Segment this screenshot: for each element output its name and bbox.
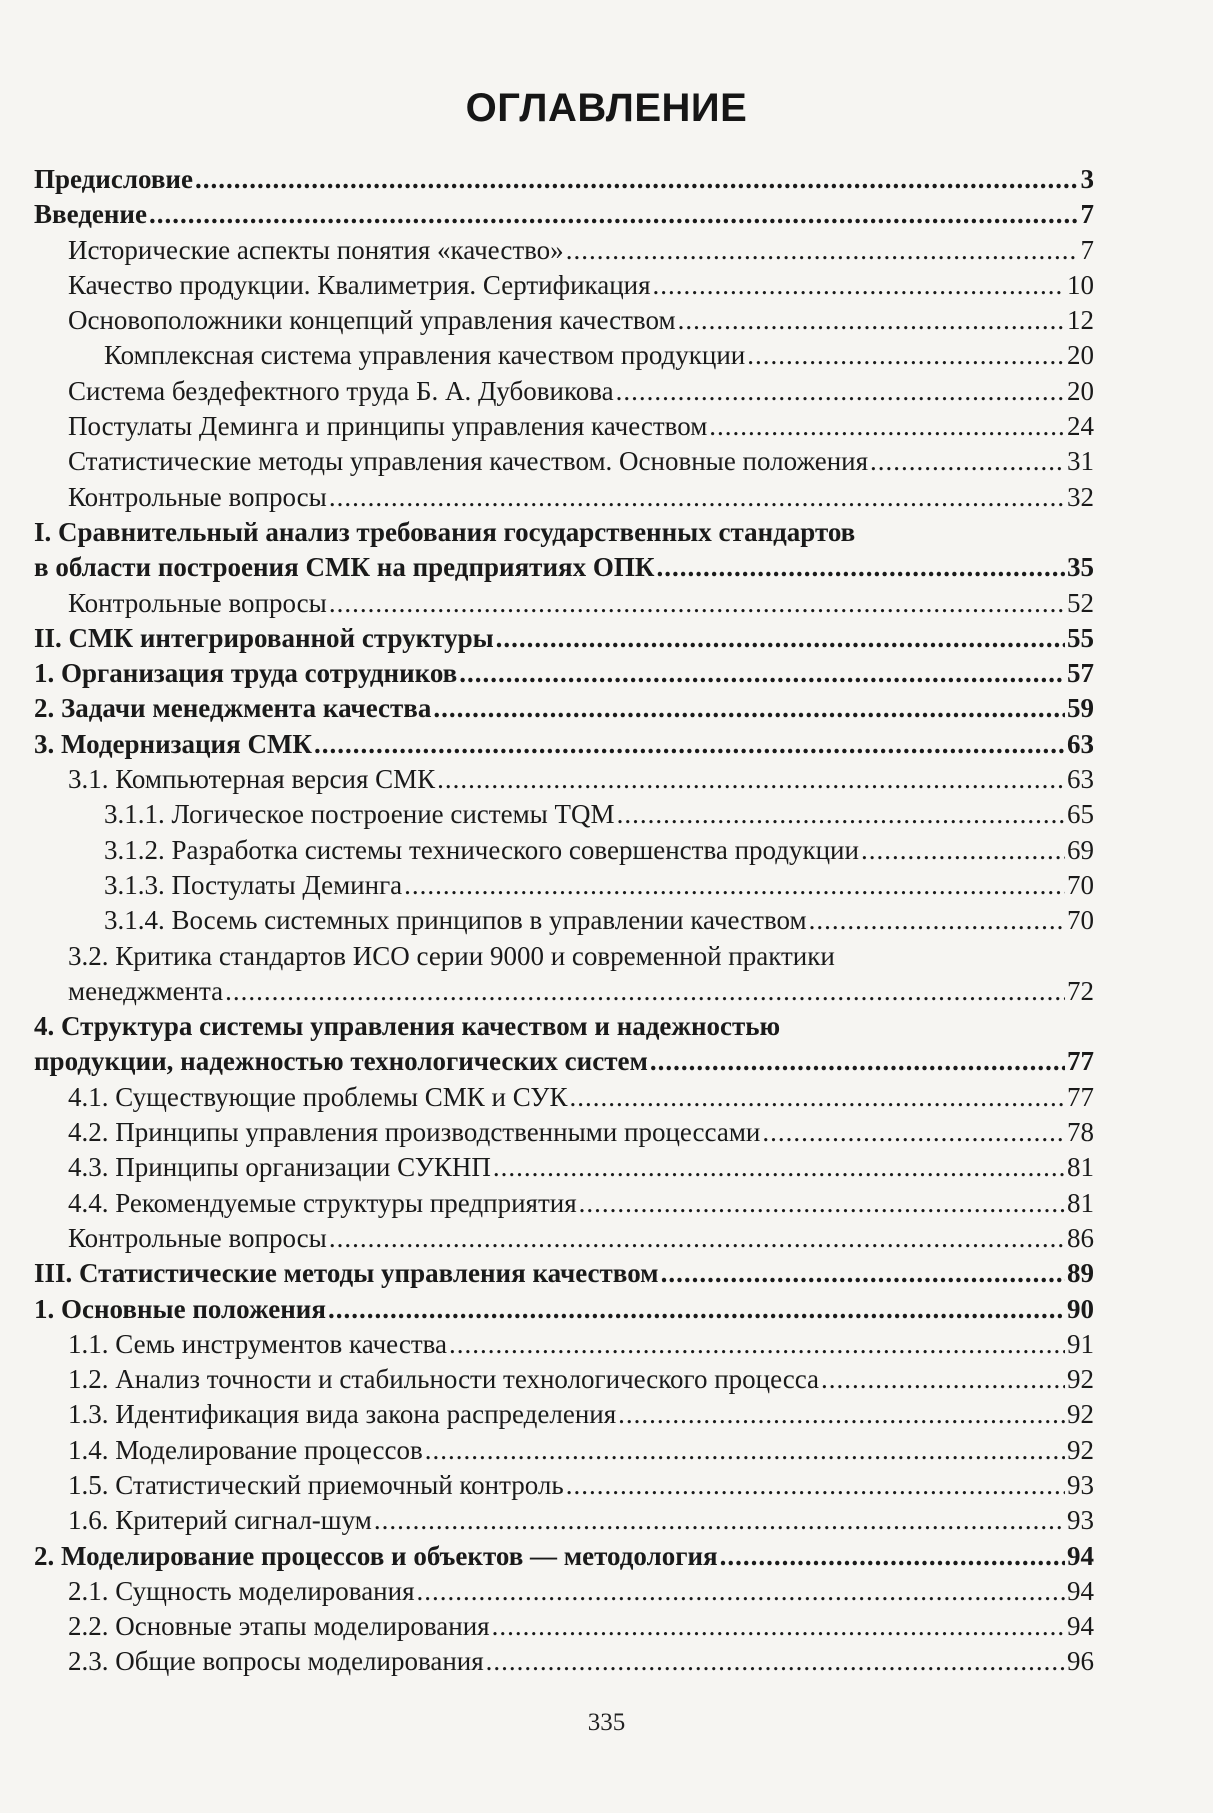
toc-leader-dots xyxy=(328,1292,1065,1327)
toc-entry-page: 70 xyxy=(1067,869,1094,900)
page-number: 335 xyxy=(587,1709,626,1736)
toc-leader-dots xyxy=(492,1609,1065,1644)
toc-entry-page: 32 xyxy=(1067,481,1094,512)
toc-entry xyxy=(34,1150,1094,1185)
toc-entry xyxy=(34,1080,1094,1115)
toc-leader-dots xyxy=(425,1433,1065,1468)
toc-entry xyxy=(34,1468,1094,1503)
toc-leader-dots xyxy=(618,1397,1065,1432)
toc-entry-page: 57 xyxy=(1067,658,1094,689)
toc-entry-page: 94 xyxy=(1067,1611,1094,1642)
toc-entry-page: 93 xyxy=(1067,1469,1094,1500)
toc-entry xyxy=(34,197,1094,232)
toc-entry-title: 2.3. Общие вопросы моделирования xyxy=(68,1646,484,1677)
toc-entry-title: 1.1. Семь инструментов качества xyxy=(68,1328,447,1359)
toc-entry-page: 20 xyxy=(1067,340,1094,371)
toc-entry-page: 35 xyxy=(1067,552,1094,583)
toc-entry-page: 92 xyxy=(1067,1434,1094,1465)
toc-entry-title: 4. Структура системы управления качеством и надежностью xyxy=(34,1011,781,1042)
toc-leader-dots xyxy=(329,480,1065,515)
toc-entry-page: 20 xyxy=(1067,375,1094,406)
toc-leader-dots xyxy=(433,691,1065,726)
toc-entry-page: 77 xyxy=(1067,1081,1094,1112)
toc-entry-title: Статистические методы управления качеством. Основные положения xyxy=(68,446,869,477)
toc-entry-page: 55 xyxy=(1067,622,1094,653)
toc-entry xyxy=(34,162,1094,197)
toc-entry xyxy=(34,1362,1094,1397)
toc-entry-title: 3.2. Критика стандартов ИСО серии 9000 и современной практики xyxy=(68,940,835,971)
toc-entry-page: 69 xyxy=(1067,834,1094,865)
toc-entry-title: Система бездефектного труда Б. А. Дубовикова xyxy=(68,375,614,406)
toc-entry-title: Постулаты Деминга и принципы управления качеством xyxy=(68,411,708,442)
toc-entry-title: 4.1. Существующие проблемы СМК и СУК xyxy=(68,1081,568,1112)
toc-entry xyxy=(34,1115,1094,1150)
toc-entry-title: 4.4. Рекомендуемые структуры предприятия xyxy=(68,1187,577,1218)
toc-entry xyxy=(34,338,1094,373)
toc-entry-page: 31 xyxy=(1067,446,1094,477)
toc-entry-title: Комплексная система управления качеством продукции xyxy=(104,340,746,371)
toc-entry xyxy=(34,1609,1094,1644)
toc-entry xyxy=(34,1292,1094,1327)
toc-entry-page: 7 xyxy=(1080,199,1094,230)
toc-leader-dots xyxy=(861,833,1065,868)
toc-entry xyxy=(34,374,1094,409)
toc-leader-dots xyxy=(570,1080,1066,1115)
toc-entry xyxy=(34,444,1094,479)
toc-leader-dots xyxy=(449,1327,1065,1362)
toc-entry-title: Введение xyxy=(34,199,147,230)
toc-entry-title: Контрольные вопросы xyxy=(68,481,327,512)
toc-entry-page: 77 xyxy=(1067,1046,1094,1077)
toc-leader-dots xyxy=(709,409,1065,444)
toc-entry-title: 3.1. Компьютерная версия СМК xyxy=(68,764,436,795)
toc-entry-page: 72 xyxy=(1067,975,1094,1006)
toc-entry-page: 96 xyxy=(1067,1646,1094,1677)
toc-leader-dots xyxy=(329,586,1065,621)
toc-entry-title: 1.6. Критерий сигнал-шум xyxy=(68,1505,372,1536)
toc-entry-page: 70 xyxy=(1067,905,1094,936)
toc-entry-title: 3.1.3. Постулаты Деминга xyxy=(104,869,403,900)
toc-entry-title: 1. Основные положения xyxy=(34,1293,326,1324)
toc-entry-page: 3 xyxy=(1080,164,1094,194)
toc-entry-title: 2.1. Сущность моделирования xyxy=(68,1575,415,1606)
toc-entry xyxy=(34,656,1094,691)
toc-leader-dots xyxy=(486,1644,1065,1679)
table-of-contents xyxy=(34,162,1094,1680)
toc-entry-page: 90 xyxy=(1067,1293,1094,1324)
toc-leader-dots xyxy=(225,974,1065,1009)
toc-entry xyxy=(34,621,1094,656)
toc-entry xyxy=(34,1539,1094,1574)
toc-entry xyxy=(34,727,1094,762)
toc-entry xyxy=(34,868,1094,903)
toc-entry xyxy=(34,1186,1094,1221)
toc-leader-dots xyxy=(762,1115,1065,1150)
toc-leader-dots xyxy=(809,903,1065,938)
toc-entry-title: менеджмента xyxy=(68,975,224,1006)
toc-leader-dots xyxy=(195,162,1079,197)
toc-entry-title: Качество продукции. Квалиметрия. Сертификация xyxy=(68,269,651,300)
toc-entry xyxy=(34,833,1094,868)
toc-leader-dots xyxy=(678,303,1065,338)
toc-leader-dots xyxy=(149,197,1079,232)
toc-entry-title: II. СМК интегрированной структуры xyxy=(34,622,494,653)
toc-leader-dots xyxy=(650,1044,1065,1079)
toc-entry xyxy=(34,1433,1094,1468)
toc-entry-title: 2.2. Основные этапы моделирования xyxy=(68,1611,490,1642)
toc-entry xyxy=(34,550,1094,585)
toc-entry-page: 92 xyxy=(1067,1399,1094,1430)
toc-entry xyxy=(34,409,1094,444)
toc-entry-title: 3.1.1. Логическое построение системы TQM xyxy=(104,799,615,830)
toc-entry xyxy=(34,515,1094,550)
toc-leader-dots xyxy=(579,1186,1065,1221)
toc-entry xyxy=(34,1009,1094,1044)
toc-entry-page: 81 xyxy=(1067,1152,1094,1183)
toc-entry-page: 93 xyxy=(1067,1505,1094,1536)
toc-leader-dots xyxy=(617,797,1065,832)
toc-entry-title: 1.4. Моделирование процессов xyxy=(68,1434,423,1465)
toc-entry-title: Предисловие xyxy=(34,164,193,194)
toc-entry-title: 4.2. Принципы управления производственными процессами xyxy=(68,1117,761,1148)
toc-entry-title: Исторические аспекты понятия «качество» xyxy=(68,234,564,265)
toc-entry-page: 65 xyxy=(1067,799,1094,830)
toc-entry xyxy=(34,1327,1094,1362)
toc-entry-page: 94 xyxy=(1067,1575,1094,1606)
toc-entry xyxy=(34,939,1094,974)
toc-entry-title: 2. Задачи менеджмента качества xyxy=(34,693,432,724)
toc-entry-title: 3. Модернизация СМК xyxy=(34,728,313,759)
toc-entry xyxy=(34,268,1094,303)
toc-leader-dots xyxy=(566,1468,1065,1503)
toc-entry-page: 81 xyxy=(1067,1187,1094,1218)
toc-entry-page: 91 xyxy=(1067,1328,1094,1359)
toc-entry xyxy=(34,586,1094,621)
toc-entry xyxy=(34,1221,1094,1256)
toc-entry xyxy=(34,1503,1094,1538)
toc-entry-title: Контрольные вопросы xyxy=(68,587,327,618)
toc-entry-title: III. Статистические методы управления качеством xyxy=(34,1258,659,1289)
toc-leader-dots xyxy=(656,550,1065,585)
toc-entry-title: 1.2. Анализ точности и стабильности технологического процесса xyxy=(68,1364,820,1395)
toc-entry-title: 1.3. Идентификация вида закона распределения xyxy=(68,1399,617,1430)
toc-entry-page: 78 xyxy=(1067,1117,1094,1148)
toc-leader-dots xyxy=(374,1503,1065,1538)
toc-leader-dots xyxy=(493,1150,1065,1185)
toc-entry-title: 1. Организация труда сотрудников xyxy=(34,658,458,689)
toc-entry-title: Основоположники концепций управления качеством xyxy=(68,305,676,336)
toc-leader-dots xyxy=(496,621,1065,656)
toc-leader-dots xyxy=(616,374,1065,409)
toc-leader-dots xyxy=(870,444,1065,479)
toc-entry-page: 59 xyxy=(1067,693,1094,724)
toc-entry xyxy=(34,480,1094,515)
toc-entry xyxy=(34,1644,1094,1679)
toc-leader-dots xyxy=(566,233,1079,268)
toc-entry xyxy=(34,1256,1094,1291)
toc-leader-dots xyxy=(314,727,1065,762)
toc-entry xyxy=(34,1574,1094,1609)
toc-leader-dots xyxy=(661,1256,1065,1291)
toc-entry xyxy=(34,974,1094,1009)
toc-entry-page: 10 xyxy=(1067,269,1094,300)
toc-entry-title: Контрольные вопросы xyxy=(68,1222,327,1253)
toc-entry-title: 4.3. Принципы организации СУКНП xyxy=(68,1152,491,1183)
toc-entry-title: продукции, надежностью технологических систем xyxy=(34,1046,648,1077)
toc-entry-title: 3.1.4. Восемь системных принципов в управлении качеством xyxy=(104,905,807,936)
toc-entry-title: в области построения СМК на предприятиях ОПК xyxy=(34,552,655,583)
toc-entry-page: 63 xyxy=(1067,764,1094,795)
toc-leader-dots xyxy=(720,1539,1065,1574)
toc-entry xyxy=(34,797,1094,832)
toc-leader-dots xyxy=(417,1574,1066,1609)
toc-leader-dots xyxy=(653,268,1065,303)
toc-entry-page: 94 xyxy=(1067,1540,1094,1571)
toc-entry xyxy=(34,691,1094,726)
toc-entry xyxy=(34,233,1094,268)
toc-entry-page: 92 xyxy=(1067,1364,1094,1395)
toc-entry-page: 52 xyxy=(1067,587,1094,618)
toc-leader-dots xyxy=(821,1362,1065,1397)
toc-entry-page: 7 xyxy=(1080,234,1094,265)
toc-entry-title: 1.5. Статистический приемочный контроль xyxy=(68,1469,564,1500)
toc-entry-page: 63 xyxy=(1067,728,1094,759)
toc-entry xyxy=(34,762,1094,797)
toc-entry-title: I. Сравнительный анализ требования государственных стандартов xyxy=(34,516,856,547)
toc-entry-page: 12 xyxy=(1067,305,1094,336)
toc-leader-dots xyxy=(747,338,1065,373)
toc-entry-page: 86 xyxy=(1067,1222,1094,1253)
toc-entry xyxy=(34,303,1094,338)
toc-entry xyxy=(34,903,1094,938)
toc-entry-page: 24 xyxy=(1067,411,1094,442)
toc-leader-dots xyxy=(459,656,1065,691)
toc-entry-page: 89 xyxy=(1067,1258,1094,1289)
toc-entry xyxy=(34,1397,1094,1432)
toc-leader-dots xyxy=(404,868,1065,903)
toc-leader-dots xyxy=(437,762,1065,797)
toc-entry-title: 3.1.2. Разработка системы технического совершенства продукции xyxy=(104,834,859,865)
toc-leader-dots xyxy=(329,1221,1065,1256)
toc-entry xyxy=(34,1044,1094,1079)
page-title: ОГЛАВЛЕНИЕ xyxy=(465,86,748,130)
toc-entry-title: 2. Моделирование процессов и объектов — методология xyxy=(34,1540,718,1571)
